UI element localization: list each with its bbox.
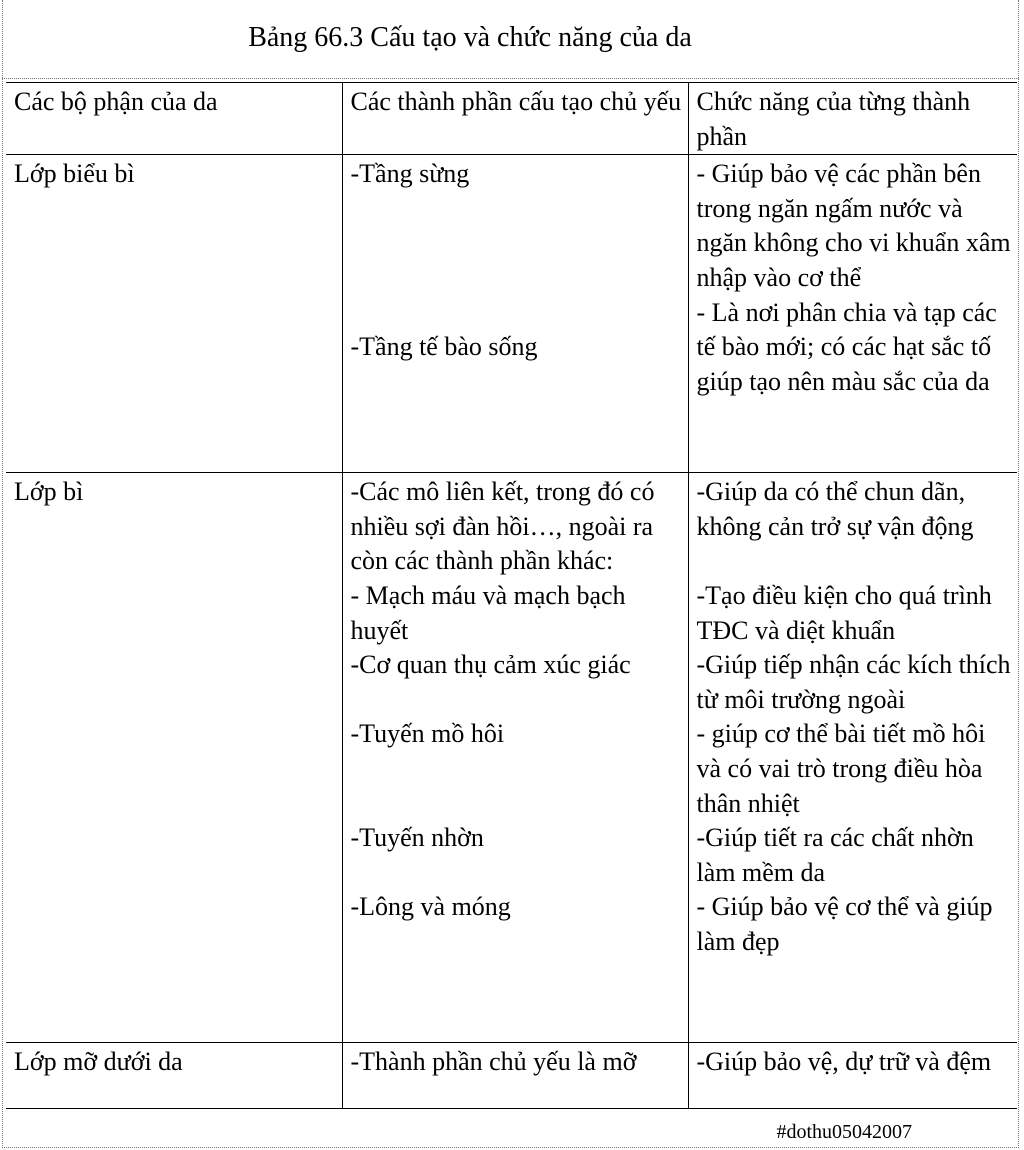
watermark-tag: #dothu05042007 bbox=[776, 1121, 912, 1143]
function-item: -Giúp tiếp nhận các kích thích từ môi trường ngoài bbox=[696, 650, 1011, 714]
function-item: - Giúp bảo vệ cơ thể và giúp làm đẹp bbox=[696, 892, 993, 956]
row-part: Lớp bì bbox=[6, 473, 342, 1043]
component-item: - Mạch máu và mạch bạch huyết bbox=[350, 580, 626, 645]
header-cell-parts: Các bộ phận của da bbox=[6, 83, 342, 155]
row-part: Lớp biểu bì bbox=[6, 155, 342, 473]
function-item: - Giúp bảo vệ các phần bên trong ngăn ngấm nước và ngăn không cho vi khuẩn xâm nhập vào cơ thể bbox=[696, 159, 1011, 292]
spacer bbox=[351, 683, 682, 718]
function-item: -Giúp tiết ra các chất nhờn làm mềm da bbox=[696, 823, 974, 887]
table-title: Bảng 66.3 Cấu tạo và chức năng của da bbox=[248, 22, 692, 53]
table-header-row bbox=[6, 83, 1017, 155]
spacer bbox=[351, 752, 682, 787]
header-cell-functions: Chức năng của từng thành phần bbox=[688, 83, 1017, 155]
function-item: - Là nơi phân chia và tạp các tế bào mới; có các hạt sắc tố giúp tạo nên màu sắc của da bbox=[696, 297, 997, 396]
component-item: -Tuyến nhờn bbox=[350, 823, 484, 853]
row-functions bbox=[688, 473, 1017, 1043]
spacer bbox=[351, 192, 682, 330]
component-item: -Cơ quan thụ cảm xúc giác bbox=[350, 650, 631, 680]
function-item: -Giúp bảo vệ, dự trữ và đệm bbox=[696, 1047, 992, 1077]
function-item: - giúp cơ thể bài tiết mồ hôi và có vai trò trong điều hòa thân nhiệt bbox=[696, 719, 986, 818]
row-components bbox=[342, 155, 688, 473]
header-cell-components: Các thành phần cấu tạo chủ yếu bbox=[342, 83, 688, 155]
component-item: -Tầng tế bào sống bbox=[350, 331, 538, 361]
spacer bbox=[351, 856, 682, 891]
row-part: Lớp mỡ dưới da bbox=[6, 1043, 342, 1109]
component-item: -Thành phần chủ yếu là mỡ bbox=[350, 1047, 637, 1077]
skin-structure-table bbox=[6, 82, 1017, 1109]
component-item: -Lông và móng bbox=[350, 892, 511, 922]
function-item: -Giúp da có thể chun dãn, không cản trở sự vận động bbox=[696, 477, 974, 541]
spacer bbox=[697, 544, 1012, 579]
component-item: -Các mô liên kết, trong đó có nhiều sợi đàn hồi…, ngoài ra còn các thành phần khác: bbox=[350, 477, 655, 576]
component-item: -Tuyến mồ hôi bbox=[350, 719, 505, 749]
divider bbox=[2, 78, 1019, 79]
spacer bbox=[351, 787, 682, 822]
component-item: -Tầng sừng bbox=[350, 159, 470, 189]
row-functions bbox=[688, 1043, 1017, 1109]
table-row bbox=[6, 1043, 1017, 1109]
row-components bbox=[342, 1043, 688, 1109]
row-components bbox=[342, 473, 688, 1043]
function-item: -Tạo điều kiện cho quá trình TĐC và diệt khuẩn bbox=[696, 580, 992, 645]
table-row bbox=[6, 473, 1017, 1043]
table-row bbox=[6, 155, 1017, 473]
row-functions bbox=[688, 155, 1017, 473]
